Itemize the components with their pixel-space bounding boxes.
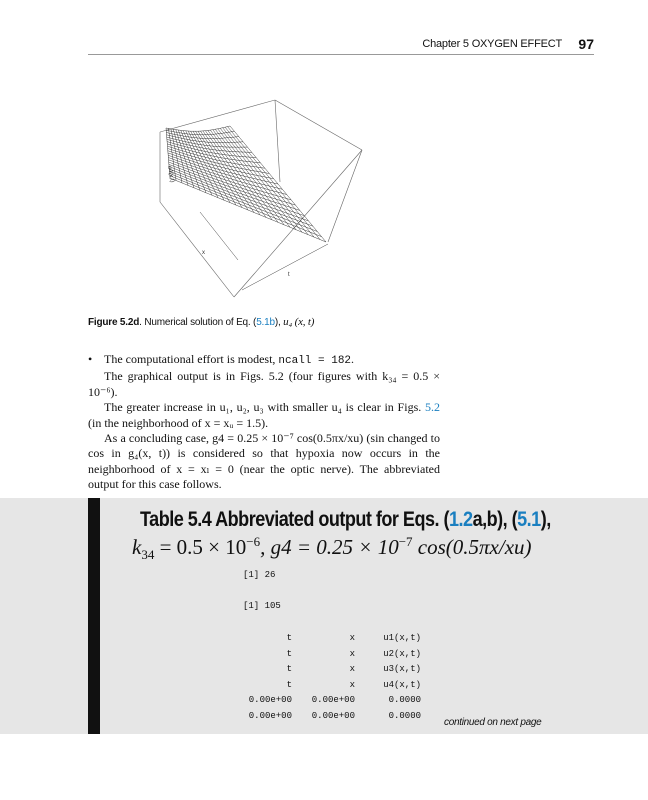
mesh-line	[170, 178, 326, 242]
output-line-1: [1] 26	[243, 570, 276, 580]
column-x	[300, 631, 355, 724]
caption-text: . Numerical solution of Eq. (	[139, 317, 257, 328]
cell-u: u4(x,t)	[383, 679, 421, 690]
cell-t: t	[286, 664, 292, 674]
cell-u: u3(x,t)	[383, 664, 421, 674]
continued-note: continued on next page	[444, 717, 542, 728]
cell-t: t	[286, 633, 292, 643]
surface-plot-figure	[150, 92, 370, 304]
figure-link[interactable]: 5.2	[425, 400, 440, 415]
table-title-end: ),	[540, 508, 551, 531]
eq-part1: = 0.5 × 10	[154, 535, 247, 559]
bullet-text: The computational effort is modest,	[104, 352, 279, 366]
table-title-text: Table 5.4 Abbreviated output for Eqs. (	[140, 508, 450, 531]
cell-u: u1(x,t)	[383, 633, 421, 643]
mesh-line	[169, 169, 308, 221]
table-title-mid: a,b), (	[472, 508, 518, 531]
paragraph-1: The graphical output is in Figs. 5.2 (four figures with k₃₄ = 0.5 × 10⁻⁶).	[88, 369, 440, 399]
table-panel	[0, 498, 648, 734]
eq-tail: cos(0.5πx/xu)	[412, 535, 532, 559]
equation-link-2[interactable]: 5.1	[517, 508, 541, 531]
cell-x: x	[349, 633, 355, 643]
figure-caption	[88, 316, 314, 328]
mesh-line	[170, 171, 313, 226]
output-line-2: [1] 105	[243, 601, 281, 611]
cell-x: x	[349, 679, 355, 690]
figure-label: Figure 5.2d	[88, 317, 140, 328]
column-t	[230, 631, 292, 724]
column-u	[365, 631, 421, 724]
table-equation	[132, 534, 532, 563]
eq-k: k	[132, 535, 142, 559]
body-text	[88, 352, 440, 493]
paragraph-2-text: The greater increase in u₁, u₂, u₃ with smaller u₄ is clear in Figs.	[104, 400, 425, 415]
cell-u: 0.0000	[388, 710, 421, 721]
cell-u: u2(x,t)	[383, 648, 421, 659]
paragraph-2-end: (in the neighborhood of x = xᵤ = 1.5).	[88, 415, 269, 430]
eq-exp2: −7	[398, 534, 413, 549]
mesh-line	[169, 164, 300, 210]
page-header	[88, 38, 594, 55]
cell-t: 0.00e+00	[248, 695, 292, 705]
cell-x: x	[349, 648, 355, 659]
chapter-title: Chapter 5 OXYGEN EFFECT	[422, 38, 562, 50]
equation-link-1[interactable]: 1.2	[449, 508, 473, 531]
cell-x: x	[349, 664, 355, 674]
paragraph-3: As a concluding case, g4 = 0.25 × 10⁻⁷ cos(0.5πx/xu) (sin changed to cos in g₄(x, t)) is considered so that hypoxia now occurs in the neighborhood of x = xₗ = 0 (near the optic nerve). The abbreviated output for this case follows.	[88, 431, 440, 492]
table-title	[140, 508, 551, 532]
eq-k-sub: 34	[141, 547, 155, 563]
cell-u: 0.0000	[388, 695, 421, 705]
ncall-code: ncall = 182	[278, 355, 352, 367]
bullet-end: .	[351, 352, 355, 366]
cell-t: 0.00e+00	[248, 710, 292, 721]
table-side-bar	[88, 498, 100, 734]
equation-link[interactable]: 5.1b	[256, 317, 275, 328]
axis-label-x: x	[202, 250, 205, 256]
eq-g: , g4 = 0.25 × 10	[260, 535, 399, 559]
paragraph-2	[88, 400, 440, 431]
cell-x: 0.00e+00	[311, 710, 355, 721]
cell-t: t	[286, 679, 292, 690]
mesh-line	[170, 176, 322, 237]
bullet-item	[88, 352, 440, 369]
cell-t: t	[286, 648, 292, 659]
page-number: 97	[578, 36, 594, 52]
caption-text-post: ),	[274, 317, 284, 328]
bullet-icon: •	[88, 352, 93, 366]
caption-math: u₄ (x, t)	[283, 316, 315, 328]
axis-label-z: u4(x,t)	[166, 165, 175, 184]
cell-x: 0.00e+00	[311, 695, 355, 705]
eq-exp1: −6	[246, 534, 261, 549]
axis-label-t: t	[288, 272, 290, 278]
